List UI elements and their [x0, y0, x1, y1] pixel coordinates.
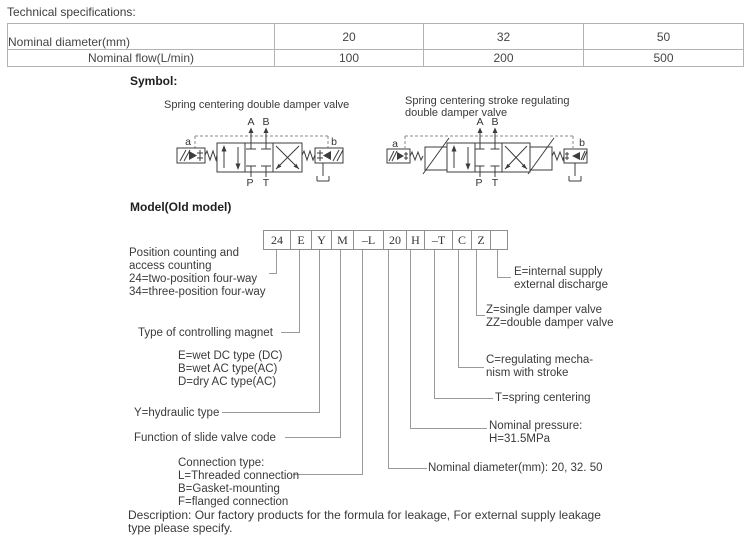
code-box-8: –T [424, 230, 453, 250]
pilot-label-b: b [331, 136, 337, 148]
label-damper-valve [486, 304, 614, 330]
label-controlling-magnet [138, 327, 273, 340]
connector-Z-h [477, 315, 485, 316]
connector-L-v [362, 250, 363, 475]
port-arrows [249, 128, 269, 144]
label-line: ZZ=double damper valve [486, 317, 614, 329]
label-nominal-diameter [428, 462, 602, 475]
label-line: Nominal pressure: [489, 420, 583, 432]
label-line: 34=three-position four-way [129, 286, 266, 298]
solenoid-b [315, 148, 343, 163]
code-box-6: 20 [383, 230, 407, 250]
right-valve-title-line2: double damper valve [405, 107, 508, 119]
row-label-diameter: Nominal diameter(mm) [8, 24, 275, 50]
code-box-3: Y [311, 230, 332, 250]
port-label-P: P [246, 177, 254, 189]
connector-20-h [389, 468, 427, 469]
connector-Y-h [222, 412, 320, 413]
diameter-value: 32 [424, 24, 584, 50]
spring-right [552, 152, 564, 160]
flow-value: 500 [584, 50, 744, 67]
solenoid-a [177, 148, 205, 163]
label-line: C=regulating mecha- [486, 354, 594, 366]
spring-left [205, 151, 217, 160]
label-connection-type [178, 457, 299, 509]
stroke-regulator-right [528, 138, 554, 174]
label-nominal-pressure [489, 420, 582, 446]
label-magnet-types [178, 350, 282, 389]
table-row-diameter [8, 24, 744, 50]
drain-symbol [317, 163, 329, 181]
connector-M-v [340, 250, 341, 438]
port-label-B: B [491, 116, 499, 128]
connector-E-h [281, 332, 300, 333]
drain-symbol [569, 163, 581, 181]
code-box-10: Z [471, 230, 491, 250]
flow-value: 100 [275, 50, 424, 67]
connector-Z-v [476, 250, 477, 316]
label-line: Y=hydraulic type [134, 407, 220, 419]
port-label-T: T [262, 177, 270, 189]
right-valve-title-line1: Spring centering stroke regulating [405, 95, 570, 107]
connector-blank-v [497, 250, 498, 278]
connector-blank-h [498, 277, 511, 278]
label-spring-centering [495, 392, 591, 405]
model-code-boxes [263, 230, 508, 250]
connector-24-h [269, 273, 277, 274]
port-label-P: P [475, 177, 483, 189]
pilot-label-b: b [579, 137, 585, 149]
connector-C-h [459, 367, 484, 368]
spring-right [302, 151, 315, 160]
label-line: F=flanged connection [178, 496, 289, 508]
label-line: Function of slide valve code [134, 432, 276, 444]
label-line: 24=two-position four-way [129, 273, 258, 285]
label-line: H=31.5MPa [489, 433, 551, 445]
row-label-flow: Nominal flow(L/min) [8, 50, 275, 67]
symbol-heading: Symbol: [130, 74, 178, 88]
description-line2: type please specify. [128, 521, 233, 535]
flow-value: 200 [424, 50, 584, 67]
diameter-value: 50 [584, 24, 744, 50]
code-box-9: C [452, 230, 472, 250]
model-heading: Model(Old model) [130, 200, 232, 214]
left-valve-title: Spring centering double damper valve [164, 99, 350, 111]
label-internal-supply [514, 266, 608, 292]
port-label-A: A [476, 116, 484, 128]
label-line: B=wet AC type(AC) [178, 363, 278, 375]
label-line: external discharge [514, 279, 608, 291]
code-box-7: H [406, 230, 425, 250]
stroke-regulator-left [423, 138, 449, 174]
description-line1: Description: Our factory products for the formula for leakage, For external supply leakage [128, 508, 601, 522]
page-title: Technical specifications: [7, 5, 136, 19]
label-line: nism with stroke [486, 367, 569, 379]
pilot-label-a: a [392, 138, 398, 150]
diameter-value: 20 [275, 24, 424, 50]
connector-Y-v [319, 250, 320, 413]
connector-H-v [410, 250, 411, 429]
code-box-2: E [290, 230, 312, 250]
connector-24-v [276, 250, 277, 274]
code-box-4: M [331, 230, 354, 250]
connector-E-v [299, 250, 300, 333]
solenoid-a [387, 149, 410, 163]
spring-left [410, 152, 423, 160]
label-line: Position counting and [129, 247, 239, 259]
label-line: D=dry AC type(AC) [178, 376, 277, 388]
label-line: Nominal diameter(mm): 20, 32. 50 [428, 462, 603, 474]
label-line: Type of controlling magnet [138, 327, 273, 339]
connector-C-v [458, 250, 459, 368]
connector-20-v [388, 250, 389, 469]
port-label-T: T [491, 177, 499, 189]
label-line: Connection type: [178, 457, 265, 469]
label-line: T=spring centering [495, 392, 591, 404]
solenoid-b [564, 149, 587, 163]
code-box-5: –L [353, 230, 384, 250]
label-line: B=Gasket-mounting [178, 483, 280, 495]
label-hydraulic-type [134, 407, 219, 420]
label-line: E=wet DC type (DC) [178, 350, 283, 362]
connector-T-v [434, 250, 435, 399]
label-line: E=internal supply [514, 266, 603, 278]
label-line: access counting [129, 260, 212, 272]
table-row-flow [8, 50, 744, 67]
connector-L-h [293, 474, 363, 475]
spec-table [7, 23, 744, 67]
pilot-label-a: a [185, 136, 191, 148]
description-text [128, 509, 601, 535]
code-box-1: 24 [263, 230, 291, 250]
valve-symbol-right [385, 112, 595, 192]
valve-symbol-left [160, 112, 355, 192]
code-box-11 [490, 230, 508, 250]
valve-body [217, 143, 302, 177]
connector-T-h [435, 398, 493, 399]
label-position-counting [129, 247, 265, 299]
label-slide-valve-code [134, 432, 276, 445]
port-label-A: A [247, 116, 255, 128]
label-line: L=Threaded connection [178, 470, 300, 482]
port-arrows [478, 128, 498, 144]
label-regulating-mechanism [486, 354, 593, 380]
connector-M-h [285, 437, 341, 438]
label-line: Z=single damper valve [486, 304, 603, 316]
valve-body [447, 143, 530, 177]
connector-H-h [411, 428, 487, 429]
port-label-B: B [262, 116, 270, 128]
pilot-dashed-line [195, 136, 328, 148]
